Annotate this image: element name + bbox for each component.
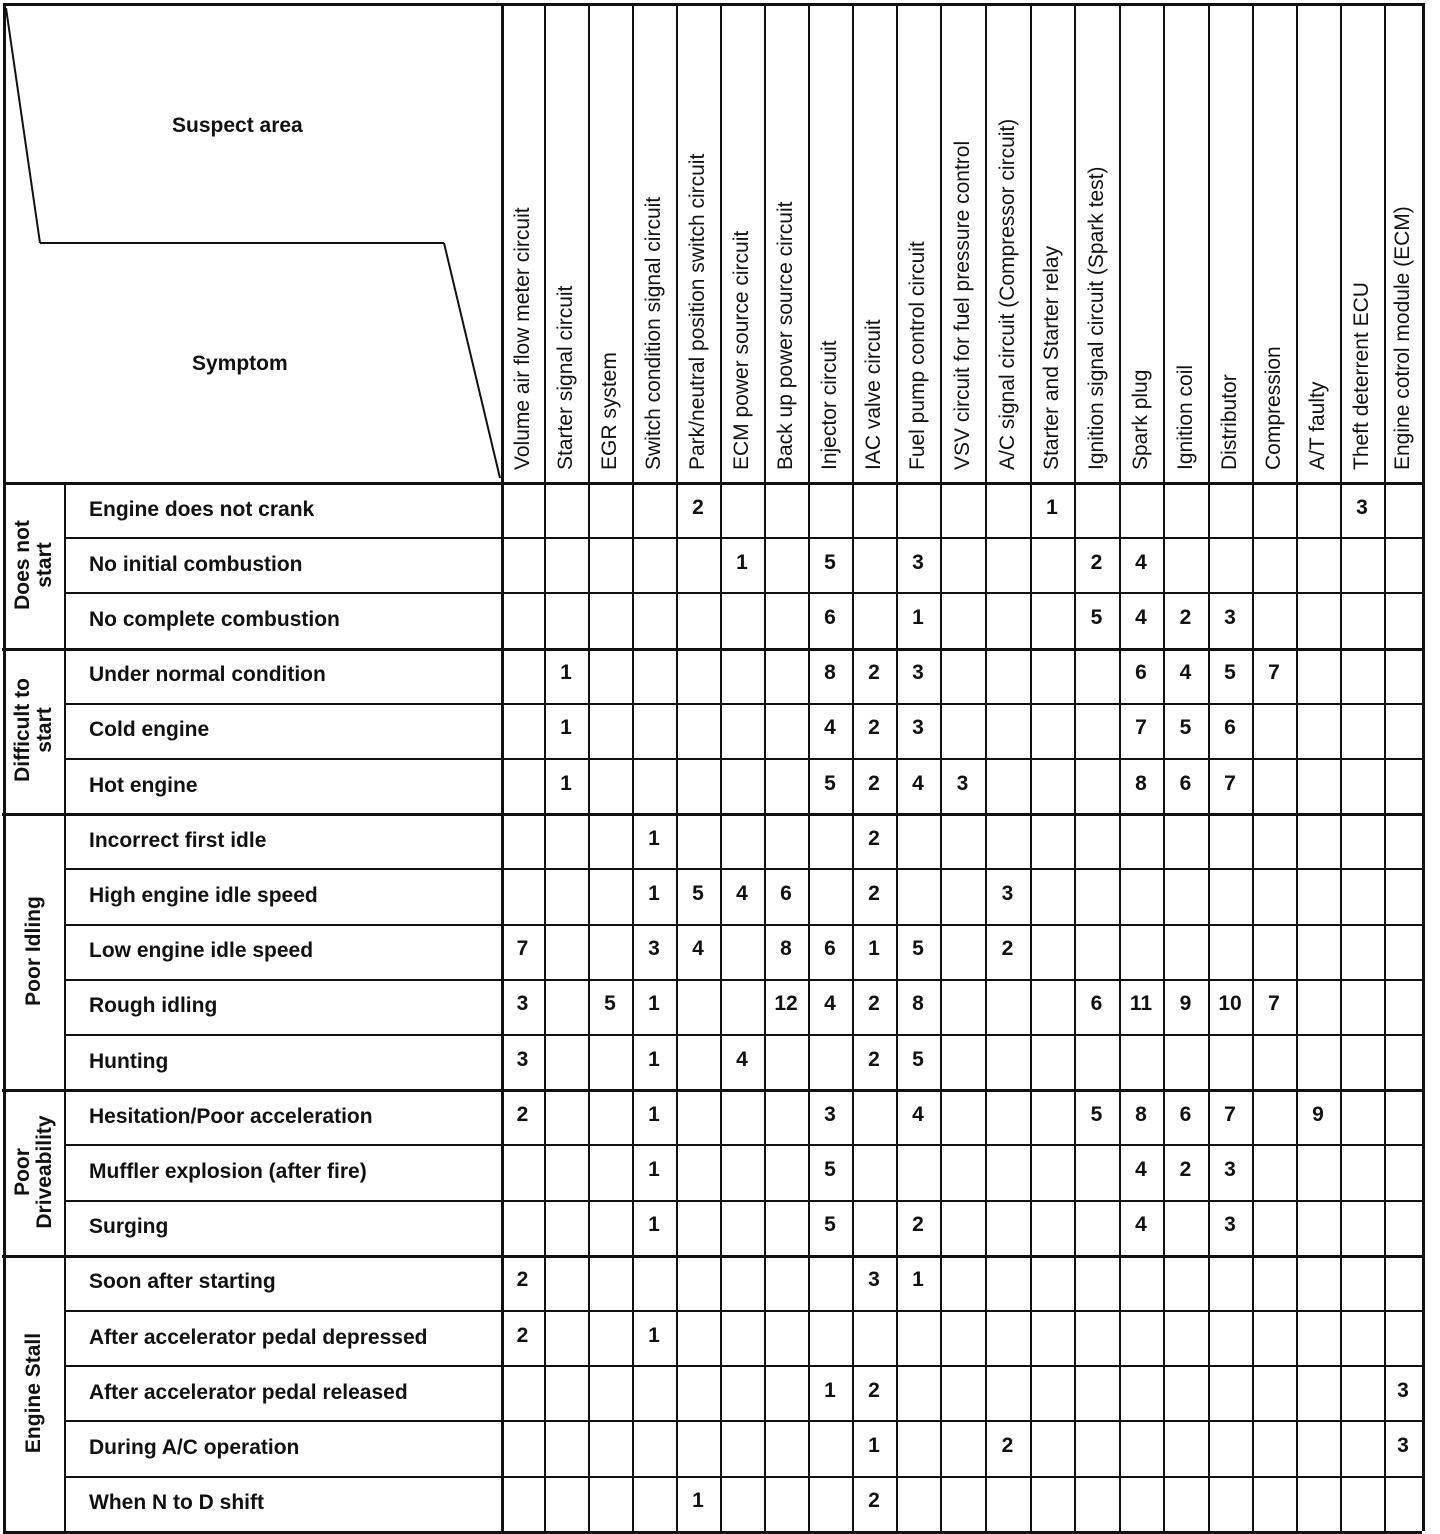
- symptom-label: No initial combustion: [89, 552, 303, 576]
- priority-value: 3: [1224, 1213, 1236, 1237]
- column-rule: [896, 3, 898, 1531]
- priority-value: 1: [648, 882, 660, 905]
- priority-value: 7: [1135, 716, 1147, 740]
- priority-value: 3: [912, 661, 924, 685]
- column-header: EGR system: [598, 352, 621, 470]
- symptom-label: Under normal condition: [89, 663, 326, 687]
- frame-left: [3, 4, 6, 1531]
- column-header: Park/neutral position switch circuit: [686, 153, 709, 470]
- priority-value: 6: [1179, 771, 1192, 795]
- priority-value: 1: [648, 826, 660, 850]
- symptom-label: After accelerator pedal depressed: [89, 1325, 428, 1349]
- symptom-label: Soon after starting: [89, 1270, 276, 1294]
- column-rule: [1030, 3, 1032, 1531]
- row-rule: [64, 1144, 1422, 1146]
- column-rule: [1074, 3, 1076, 1531]
- priority-value: 4: [1179, 661, 1192, 685]
- priority-value: 6: [1179, 1102, 1192, 1126]
- symptom-label: When N to D shift: [89, 1491, 264, 1515]
- category-rule-horizontal: [2, 648, 1422, 651]
- column-header: A/C signal circuit (Compressor circuit): [995, 118, 1019, 470]
- priority-value: 4: [1135, 1158, 1147, 1181]
- priority-value: 6: [780, 882, 792, 905]
- priority-value: 7: [1224, 1102, 1236, 1126]
- header-diagonal-left: [6, 8, 40, 243]
- priority-value: 8: [824, 661, 836, 685]
- priority-value: 2: [868, 826, 880, 850]
- category-rule-horizontal: [2, 1255, 1422, 1258]
- column-header: Distributor: [1218, 374, 1241, 470]
- column-header: IAC valve circuit: [862, 319, 885, 470]
- symptom-label: Cold engine: [89, 718, 210, 742]
- priority-value: 8: [1135, 1102, 1147, 1126]
- column-rule: [940, 3, 942, 1531]
- symptom-label: During A/C operation: [89, 1436, 300, 1459]
- priority-value: 6: [824, 606, 836, 629]
- column-rule: [544, 3, 546, 1531]
- column-rule: [588, 3, 590, 1531]
- priority-value: 3: [1356, 495, 1368, 519]
- priority-value: 7: [516, 937, 529, 961]
- priority-value: 6: [1090, 992, 1103, 1016]
- row-rule: [64, 1200, 1422, 1202]
- category-label: Difficult to start: [10, 678, 56, 783]
- column-header: A/T faulty: [1306, 381, 1329, 470]
- priority-value: 1: [560, 661, 572, 685]
- priority-value: 2: [1090, 550, 1103, 574]
- priority-value: 8: [1135, 771, 1147, 795]
- priority-value: 1: [560, 771, 572, 795]
- row-rule: [64, 1365, 1422, 1367]
- suspect-area-label: Suspect area: [172, 114, 303, 137]
- symptom-label: After accelerator pedal released: [89, 1380, 408, 1404]
- priority-value: 5: [912, 937, 924, 961]
- priority-value: 2: [912, 1213, 924, 1237]
- frame-bottom: [3, 1531, 1422, 1534]
- priority-value: 3: [956, 771, 969, 795]
- priority-value: 8: [780, 937, 792, 961]
- column-header: Engine cotrol module (ECM): [1391, 206, 1414, 470]
- priority-value: 3: [1001, 882, 1014, 905]
- priority-value: 4: [912, 771, 924, 795]
- column-header: Injector circuit: [818, 340, 841, 470]
- priority-value: 11: [1129, 992, 1153, 1016]
- priority-value: 2: [868, 661, 880, 685]
- column-rule: [808, 3, 810, 1531]
- column-rule: [985, 3, 987, 1531]
- priority-value: 2: [868, 716, 880, 740]
- priority-value: 2: [868, 992, 880, 1016]
- category-rule-horizontal: [2, 1089, 1422, 1092]
- priority-value: 1: [648, 1323, 660, 1347]
- symptom-label: Incorrect first idle: [89, 828, 267, 852]
- priority-value: 4: [1135, 606, 1147, 629]
- column-rule: [632, 3, 634, 1531]
- symptom-label: Surging: [89, 1215, 169, 1239]
- priority-value: 1: [648, 1213, 660, 1237]
- column-header: Ignition coil: [1173, 364, 1197, 470]
- row-rule: [64, 1310, 1422, 1312]
- priority-value: 7: [1268, 661, 1280, 685]
- priority-value: 4: [1135, 1213, 1147, 1237]
- priority-value: 8: [912, 992, 924, 1016]
- column-header: Spark plug: [1129, 369, 1152, 470]
- priority-value: 2: [1001, 937, 1014, 961]
- priority-value: 5: [824, 550, 836, 574]
- priority-value: 4: [824, 716, 836, 740]
- priority-value: 4: [736, 1047, 748, 1071]
- priority-value: 1: [868, 937, 880, 961]
- priority-value: 1: [692, 1489, 704, 1513]
- priority-value: 1: [648, 1158, 660, 1181]
- symptom-label: Muffler explosion (after fire): [89, 1160, 367, 1183]
- column-header: Starter and Starter relay: [1040, 245, 1063, 470]
- priority-value: 2: [1179, 1158, 1192, 1181]
- priority-value: 5: [1090, 1102, 1103, 1126]
- symptom-label: Hot engine: [89, 773, 198, 797]
- symptom-label: Engine does not crank: [89, 497, 315, 521]
- row-rule: [64, 592, 1422, 594]
- priority-value: 2: [516, 1323, 529, 1347]
- priority-value: 4: [824, 992, 836, 1016]
- priority-value: 7: [1268, 992, 1280, 1016]
- priority-value: 1: [912, 606, 924, 629]
- priority-value: 3: [1224, 606, 1236, 629]
- priority-value: 5: [604, 992, 616, 1016]
- priority-value: 2: [516, 1268, 529, 1292]
- priority-value: 2: [1179, 606, 1192, 629]
- row-rule: [64, 1034, 1422, 1036]
- column-rule: [1422, 3, 1425, 1531]
- row-rule: [64, 924, 1422, 926]
- priority-value: 4: [692, 937, 704, 961]
- priority-value: 2: [692, 495, 704, 519]
- column-rule: [676, 3, 678, 1531]
- column-rule: [501, 3, 504, 1531]
- column-header: Fuel pump control circuit: [906, 241, 929, 470]
- row-rule: [64, 1476, 1422, 1478]
- header-diagonal-right: [444, 243, 500, 478]
- category-label: Does not start: [10, 519, 56, 610]
- priority-value: 3: [824, 1102, 836, 1126]
- symptom-label: Symptom: [192, 352, 288, 375]
- priority-value: 5: [912, 1047, 924, 1071]
- priority-value: 2: [868, 1047, 880, 1071]
- priority-value: 10: [1218, 992, 1242, 1016]
- priority-value: 2: [516, 1102, 529, 1126]
- priority-value: 3: [516, 1047, 529, 1071]
- header-rule: [3, 482, 1422, 485]
- column-rule: [720, 3, 722, 1531]
- priority-value: 3: [912, 550, 924, 574]
- column-rule: [1208, 3, 1210, 1531]
- column-rule: [1296, 3, 1298, 1531]
- column-rule: [852, 3, 854, 1531]
- column-rule: [1163, 3, 1165, 1531]
- priority-value: 5: [1090, 606, 1103, 629]
- priority-value: 3: [1224, 1158, 1236, 1181]
- priority-value: 1: [648, 1047, 660, 1071]
- priority-value: 2: [868, 1489, 880, 1513]
- priority-value: 9: [1312, 1102, 1324, 1126]
- priority-value: 4: [912, 1102, 924, 1126]
- row-rule: [64, 758, 1422, 760]
- priority-value: 2: [1001, 1434, 1014, 1457]
- priority-value: 1: [736, 550, 748, 574]
- symptom-label: Rough idling: [89, 994, 218, 1018]
- priority-value: 1: [1046, 495, 1058, 519]
- column-rule: [1119, 3, 1121, 1531]
- row-rule: [64, 537, 1422, 539]
- column-header: Theft deterrent ECU: [1350, 282, 1373, 470]
- priority-value: 5: [824, 771, 836, 795]
- priority-value: 9: [1179, 992, 1192, 1016]
- column-rule: [1340, 3, 1342, 1531]
- priority-value: 1: [868, 1434, 880, 1457]
- category-rule-horizontal: [2, 813, 1422, 816]
- priority-value: 7: [1224, 771, 1236, 795]
- category-label: Engine Stall: [21, 1332, 45, 1453]
- priority-value: 1: [824, 1378, 836, 1402]
- priority-value: 5: [824, 1158, 836, 1181]
- column-rule: [1252, 3, 1254, 1531]
- row-rule: [64, 1420, 1422, 1422]
- symptom-label: High engine idle speed: [89, 884, 318, 907]
- priority-value: 5: [824, 1213, 836, 1237]
- priority-value: 1: [560, 716, 572, 740]
- symptom-label: No complete combustion: [89, 608, 340, 631]
- priority-value: 6: [824, 937, 836, 961]
- priority-value: 1: [648, 1102, 660, 1126]
- priority-value: 3: [516, 992, 529, 1016]
- priority-value: 6: [1224, 716, 1236, 740]
- priority-value: 2: [868, 1378, 880, 1402]
- priority-value: 3: [868, 1268, 880, 1292]
- symptom-label: Hunting: [89, 1049, 169, 1073]
- symptom-label: Low engine idle speed: [89, 939, 314, 963]
- priority-value: 4: [736, 882, 748, 905]
- column-header: Starter signal circuit: [554, 285, 577, 470]
- priority-value: 6: [1135, 661, 1147, 685]
- column-header: Volume air flow meter circuit: [510, 207, 534, 470]
- column-header: Back up power source circuit: [774, 201, 797, 470]
- row-rule: [64, 703, 1422, 705]
- symptom-label: Hesitation/Poor acceleration: [89, 1104, 373, 1128]
- priority-value: 1: [912, 1268, 924, 1292]
- column-rule: [1384, 3, 1386, 1531]
- priority-value: 3: [648, 937, 660, 961]
- category-label: Poor Driveability: [10, 1115, 56, 1229]
- column-header: Compression: [1262, 346, 1285, 470]
- column-rule: [764, 3, 766, 1531]
- row-rule: [64, 979, 1422, 981]
- priority-value: 5: [1179, 716, 1192, 740]
- priority-value: 4: [1135, 550, 1147, 574]
- priority-value: 3: [1397, 1434, 1409, 1457]
- row-rule: [64, 868, 1422, 870]
- category-label: Poor Idling: [21, 896, 45, 1007]
- priority-value: 12: [774, 992, 798, 1016]
- priority-value: 2: [868, 882, 880, 905]
- priority-value: 3: [1397, 1378, 1409, 1402]
- column-header: Ignition signal circuit (Spark test): [1084, 166, 1108, 470]
- priority-value: 1: [648, 992, 660, 1016]
- column-header: Switch condition signal circuit: [642, 196, 665, 470]
- priority-value: 5: [1224, 661, 1236, 685]
- priority-value: 3: [912, 716, 924, 740]
- column-header: ECM power source circuit: [730, 230, 753, 470]
- category-rule: [64, 482, 66, 1531]
- priority-value: 2: [868, 771, 880, 795]
- column-header: VSV circuit for fuel pressure control: [950, 140, 974, 470]
- priority-value: 5: [692, 882, 704, 905]
